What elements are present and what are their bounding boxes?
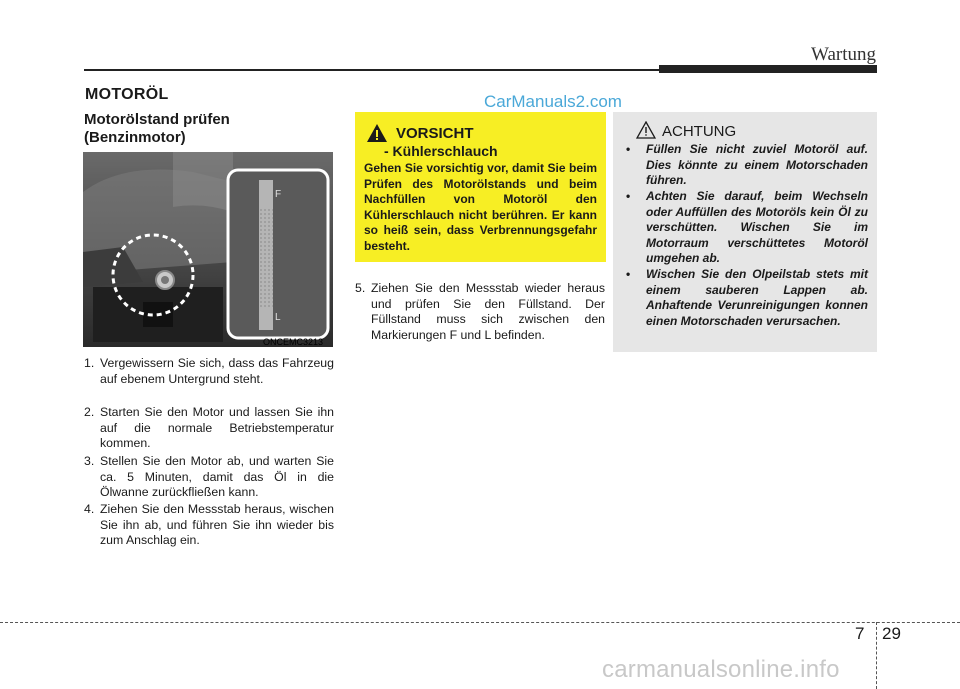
list-item — [622, 189, 868, 267]
engine-dipstick-image — [83, 152, 333, 347]
warning-triangle-icon — [366, 123, 388, 143]
notice-item-text: Füllen Sie nicht zuviel Motoröl auf. Dies könnte zu einem Motorschaden führen. — [646, 142, 868, 188]
dipstick-label-low: L — [275, 312, 281, 323]
step-text: Stellen Sie den Motor ab, und warten Sie ca. 5 Minuten, damit das Öl in die Ölwanne zurückfließen kann. — [100, 454, 334, 500]
subheading-line-1: Motorölstand prüfen — [84, 111, 230, 128]
caution-subtitle: - Kühlerschlauch — [384, 143, 498, 159]
notice-title: ACHTUNG — [662, 123, 737, 140]
step-text: Starten Sie den Motor und lassen Sie ihn auf die normale Betriebstemperatur kommen. — [100, 405, 334, 451]
list-item — [622, 267, 868, 329]
step-number: 5. — [355, 281, 366, 295]
caution-title: VORSICHT — [396, 125, 474, 142]
list-item — [84, 405, 334, 452]
header-rule — [84, 69, 659, 71]
step-number: 3. — [84, 454, 95, 468]
bullet: • — [626, 142, 631, 156]
watermark-footer[interactable]: carmanualsonline.info — [602, 656, 840, 683]
list-item — [84, 356, 334, 387]
page-number: 29 — [882, 624, 901, 643]
subheading — [84, 111, 334, 147]
header-title: Wartung — [811, 44, 876, 65]
bullet: • — [626, 189, 631, 203]
list-item — [355, 281, 605, 343]
step-text: Ziehen Sie den Messstab heraus, wischen Sie ihn ab, und führen Sie ihn wieder bis zum Anschlag ein. — [100, 502, 334, 548]
bullet: • — [626, 267, 631, 281]
step-text: Vergewissern Sie sich, dass das Fahrzeug auf ebenem Untergrund steht. — [100, 356, 334, 386]
image-caption: ONCEMC3213 — [263, 337, 324, 347]
notice-item-text: Achten Sie darauf, beim Wechseln oder Auffüllen des Motoröls kein Öl zu verschütten. Wischen Sie im Motorraum verschüttetes Motoröl umgehen ab. — [646, 189, 868, 266]
step-number: 1. — [84, 356, 95, 370]
chapter-number: 7 — [855, 624, 865, 643]
step-number: 4. — [84, 502, 95, 516]
list-item — [622, 142, 868, 189]
list-item — [84, 502, 334, 549]
dipstick-label-full: F — [275, 189, 282, 200]
step-number: 2. — [84, 405, 95, 419]
watermark-top[interactable]: CarManuals2.com — [484, 92, 622, 111]
caution-text: Gehen Sie vorsichtig vor, damit Sie beim Prüfen des Motorölstands und beim Nachfüllen von Motoröl den Kühlerschlauch nicht berühren. Er kann so heiß sein, dass Verbrennungsgefahr besteht. — [364, 161, 597, 253]
header-rule-thick — [659, 65, 877, 73]
section-title: MOTORÖL — [85, 86, 169, 103]
list-item — [84, 454, 334, 501]
subheading-line-2: (Benzinmotor) — [84, 129, 186, 146]
warning-triangle-outline-icon — [636, 121, 656, 139]
notice-item-text: Wischen Sie den Olpeilstab stets mit einem sauberen Lappen ab. Anhaftende Verunreinigungen konnen einen Motorschaden verursachen. — [646, 267, 868, 328]
footer-rule — [0, 622, 960, 623]
step-text: Ziehen Sie den Messstab wieder heraus und prüfen Sie den Füllstand. Der Füllstand muss sich zwischen den Markierungen F und L befinden. — [371, 281, 605, 342]
footer-divider — [876, 622, 877, 689]
